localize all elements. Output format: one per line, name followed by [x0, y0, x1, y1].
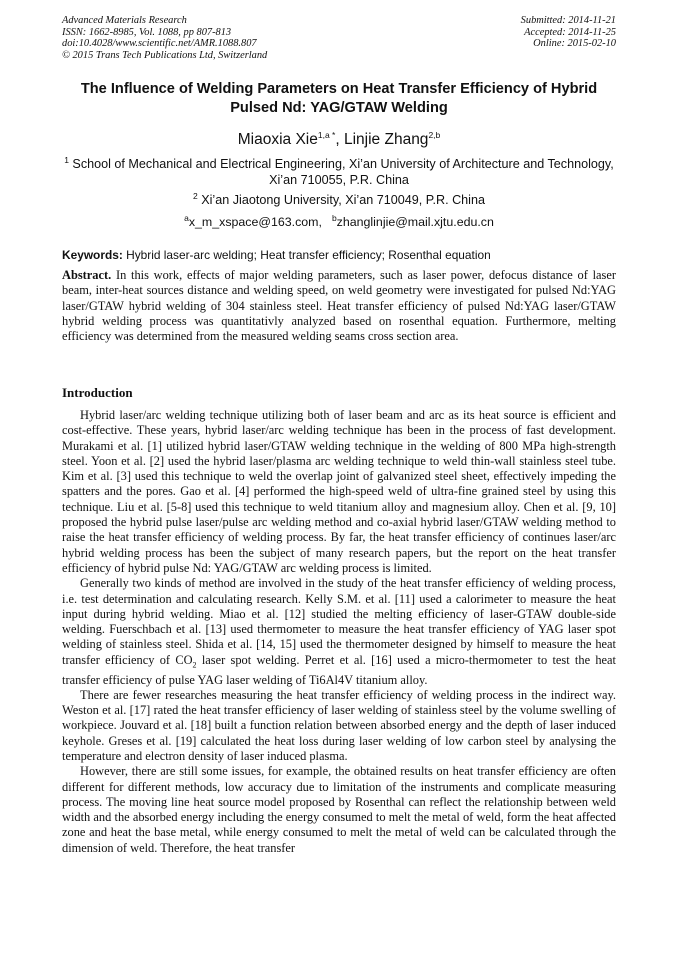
email-a-mark: a	[184, 212, 189, 223]
abstract	[62, 268, 616, 344]
abstract-text: In this work, effects of major welding parameters, such as laser power, defocus distance of laser beam, inter-heat sources distance and welding speed, on weld geometry were investigated for pulsed Nd:YAG laser/GTAW hybrid welding of 304 stainless steel. Heat transfer efficiency of pulsed Nd:YAG laser/GTAW hybrid welding process was quantitativly analyzed based on rosenthal equation. Furthermore, melting efficiency was determined from the measured welding seams cross section area.	[62, 268, 616, 344]
accepted-date: Accepted: 2014-11-25	[524, 26, 616, 38]
online-date: Online: 2015-02-10	[533, 38, 616, 50]
keywords-text: Hybrid laser-arc welding; Heat transfer efficiency; Rosenthal equation	[122, 248, 491, 262]
abstract-paragraph	[62, 268, 616, 344]
paper-title: The Influence of Welding Parameters on Heat Transfer Efficiency of Hybrid Pulsed Nd: YAG/GTAW Welding	[80, 81, 598, 116]
submitted-date: Submitted: 2014-11-21	[520, 15, 616, 26]
journal-name: Advanced Materials Research	[62, 15, 187, 26]
keywords	[62, 248, 616, 263]
journal-copyright: © 2015 Trans Tech Publications Ltd, Switzerland	[62, 49, 268, 61]
author-line	[0, 130, 678, 150]
journal-info	[62, 15, 267, 61]
affiliation-2-text: Xi’an Jiaotong University, Xi’an 710049, P.R. China	[197, 193, 485, 207]
journal-doi: doi:10.4028/www.scientific.net/AMR.1088.807	[62, 38, 257, 50]
affiliation-1-text: School of Mechanical and Electrical Engineering, Xi’an University of Architecture and Technology, Xi’an 710055, P.R. China	[68, 157, 614, 188]
author-2: Linjie Zhang	[343, 131, 429, 148]
author-1: Miaoxia Xie	[237, 131, 318, 148]
author-separator: ,	[335, 131, 344, 148]
intro-paragraph-1: Hybrid laser/arc welding technique utilizing both of laser beam and arc as its heat source is efficient and cost-effective. These years, hybrid laser/arc welding technique has been in the process of fast development. Murakami et al. [1] utilized hybrid laser/GTAW welding technique in the welding of 800 MPa high-strength steel. Yoon et al. [2] used the hybrid laser/plasma arc welding technique to weld thin-wall stainless steel tube. Kim et al. [3] used this technique to weld the overlap joint of galvanized steel sheet, effectively impeding the spatters and the pores. Gao et al. [4] performed the high-speed weld of ultra-fine grained steel by using this technique. Liu et al. [5-8] used this technique to weld titanium alloy and magnesium alloy. Chen et al. [9, 10] proposed the hybrid pulse laser/pulse arc welding method and co-axial hybrid laser/GTAW welding method to raise the heat transfer efficiency of welding process. By far, the heat transfer efficiency of continues laser/arc hybrid welding process has been the subject of many research papers, but the report on the heat transfer efficiency of hybrid pulse Nd: YAG/GTAW arc welding process is limited.	[62, 408, 616, 575]
abstract-label: Abstract.	[62, 268, 112, 282]
section-heading-introduction: Introduction	[62, 385, 133, 400]
intro-paragraph-4: However, there are still some issues, for example, the obtained results on heat transfer efficiency are often different for different methods, low accuracy due to limitation of the instruments and complicate measuring process. The moving line heat source model proposed by Rosenthal can reflect the relationship between weld width and the absorbed energy including the energy consumed to melt the metal of weld, form the heat affected zone and heat the base metal, while energy consumed to melt the metal of weld can be calculated through the dimension of weld. Therefore, the heat transfer	[62, 764, 616, 855]
email-b: zhanglinjie@mail.xjtu.edu.cn	[336, 215, 494, 229]
intro-paragraph-2	[62, 576, 616, 688]
email-b-mark: b	[331, 212, 337, 223]
affiliation-2	[56, 192, 622, 208]
intro-paragraph-2-part-a: Generally two kinds of method are involved in the study of the heat transfer efficiency of welding process, i.e. test determination and calculating research. Kelly S.M. et al. [11] used a calorimeter to measure the heat input during hybrid welding. Miao et al. [12] studied the melting efficiency of laser-GTAW double-side welding. Fuerschbach et al. [13] used thermometer to measure the heat transfer efficiency of YAG laser spot welding of stainless steel. Shida et al. [14, 15] used the thermometer designed by himself to measure the heat transfer efficiency of CO	[62, 576, 616, 667]
email-a: x_m_xspace@163.com,	[188, 215, 322, 229]
journal-issn: ISSN: 1662-8985, Vol. 1088, pp 807-813	[62, 26, 232, 38]
affiliation-1	[56, 156, 622, 188]
author-1-marks: 1,a *	[317, 129, 336, 140]
affiliation-1-mark: 1	[64, 154, 69, 165]
submission-dates	[521, 15, 616, 50]
keywords-label: Keywords:	[62, 248, 123, 262]
author-emails	[0, 214, 678, 230]
intro-paragraph-3: There are fewer researches measuring the heat transfer efficiency of welding process in the indirect way. Weston et al. [17] rated the heat transfer efficiency of laser welding of stainless steel by the volume swelling of workpiece. Jouvard et al. [18] built a function relation between absorbed energy and the depth of laser induced keyhole. Greses et al. [19] calculated the heat loss during laser welding of low carbon steel by analysing the temperature and electron density of laser induced plasma.	[62, 687, 616, 763]
author-2-marks: 2,b	[428, 129, 441, 140]
introduction-body	[62, 408, 616, 856]
affiliation-2-mark: 2	[193, 190, 198, 201]
intro-paragraph-2-part-b: laser spot welding. Perret et al. [16] used a micro-thermometer to test the heat transfer efficiency of pulse YAG laser welding of Ti6Al4V titanium alloy.	[62, 652, 616, 687]
co2-subscript: 2	[192, 660, 197, 670]
